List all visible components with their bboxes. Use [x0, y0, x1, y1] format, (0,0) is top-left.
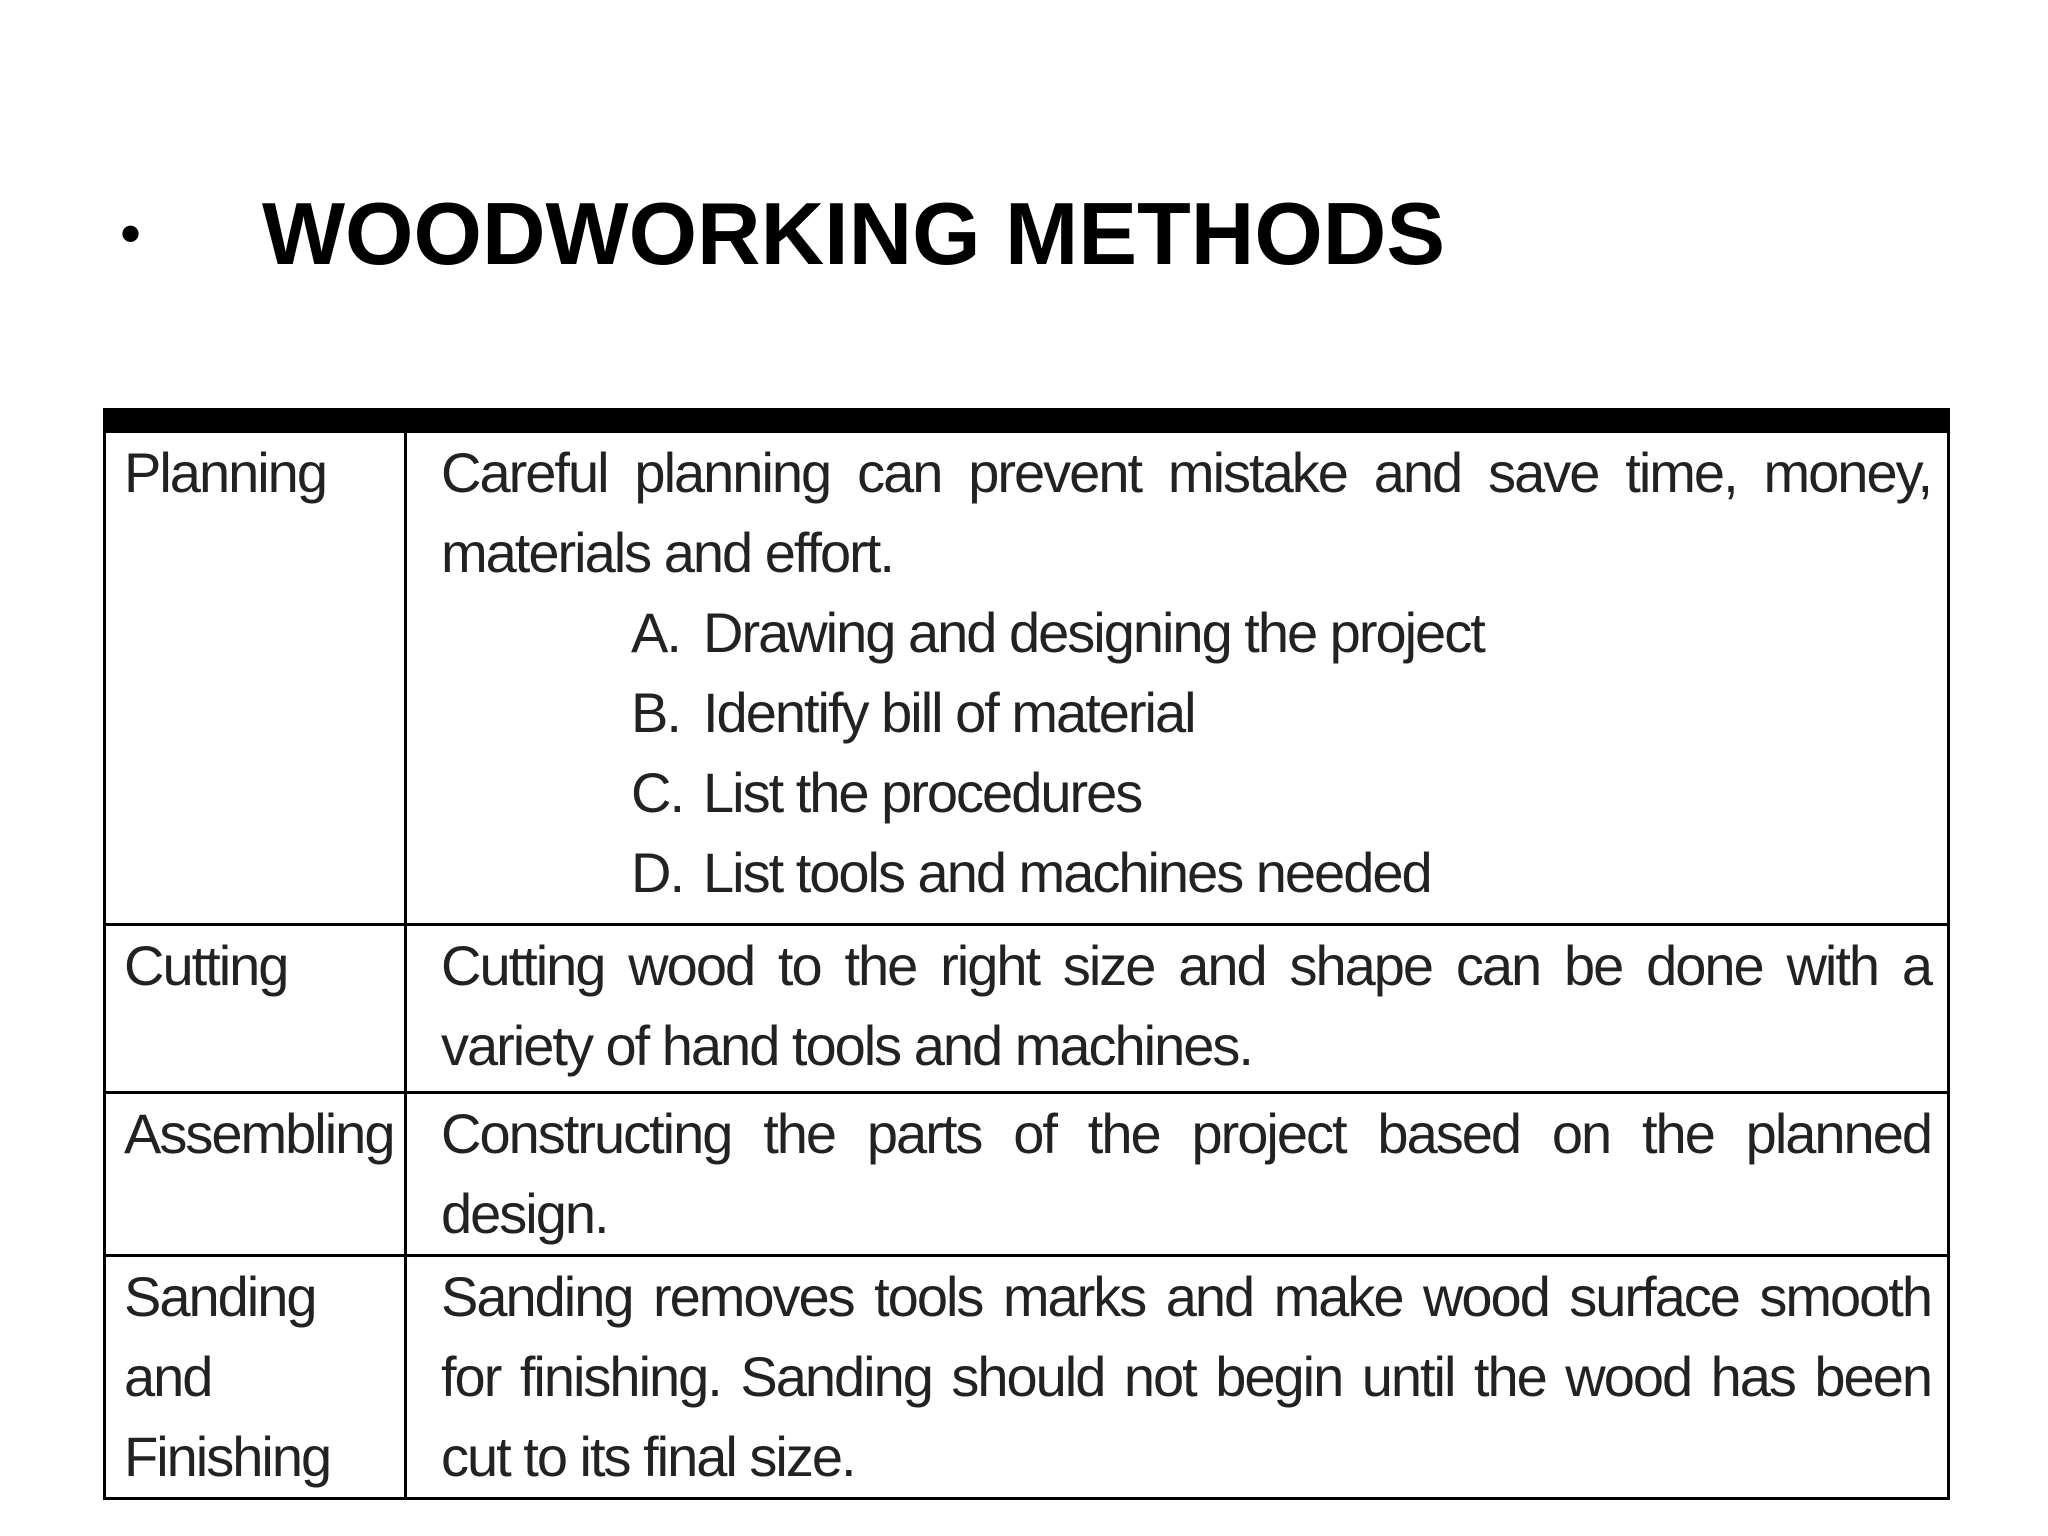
list-item — [631, 753, 1931, 833]
methods-table — [103, 430, 1950, 1500]
description-text: Sanding removes tools marks and make wood surface smooth for finishing. Sanding should not begin until the wood has been cut to its final size. — [441, 1265, 1931, 1488]
term-label: Sanding and Finishing — [124, 1265, 331, 1488]
term-cell — [105, 925, 406, 1093]
list-item-text: Drawing and designing the project — [703, 601, 1484, 664]
list-item-text: List tools and machines needed — [703, 841, 1431, 904]
description-cell — [406, 1093, 1949, 1256]
list-item — [631, 593, 1931, 673]
list-item-text: List the procedures — [703, 761, 1142, 824]
list-item-text: Identify bill of material — [703, 681, 1195, 744]
description-text: Cutting wood to the right size and shape can be done with a variety of hand tools and machines. — [441, 934, 1931, 1077]
table-row-sanding — [105, 1256, 1949, 1499]
list-marker: C. — [631, 761, 683, 824]
description-cell — [406, 1256, 1949, 1499]
term-label: Assembling — [124, 1102, 394, 1165]
list-marker: B. — [631, 681, 680, 744]
table-row-assembling — [105, 1093, 1949, 1256]
term-cell — [105, 432, 406, 925]
term-cell — [105, 1093, 406, 1256]
list-item — [631, 673, 1931, 753]
list-item — [631, 833, 1931, 913]
description-text: Careful planning can prevent mistake and save time, money, materials and effort. — [441, 441, 1931, 584]
planning-steps-list — [441, 593, 1931, 913]
methods-table-container — [103, 408, 1950, 1500]
description-text: Constructing the parts of the project based on the planned design. — [441, 1102, 1931, 1245]
term-label: Cutting — [124, 934, 288, 997]
description-cell — [406, 925, 1949, 1093]
list-marker: A. — [631, 601, 680, 664]
description-cell — [406, 432, 1949, 925]
term-cell — [105, 1256, 406, 1499]
table-row-planning — [105, 432, 1949, 925]
slide-title — [120, 184, 1446, 283]
table-row-cutting — [105, 925, 1949, 1093]
page-title: WOODWORKING METHODS — [262, 184, 1446, 283]
table-header-bar — [103, 408, 1950, 430]
list-marker: D. — [631, 841, 683, 904]
title-bullet: • — [120, 200, 142, 267]
term-label: Planning — [124, 441, 326, 504]
